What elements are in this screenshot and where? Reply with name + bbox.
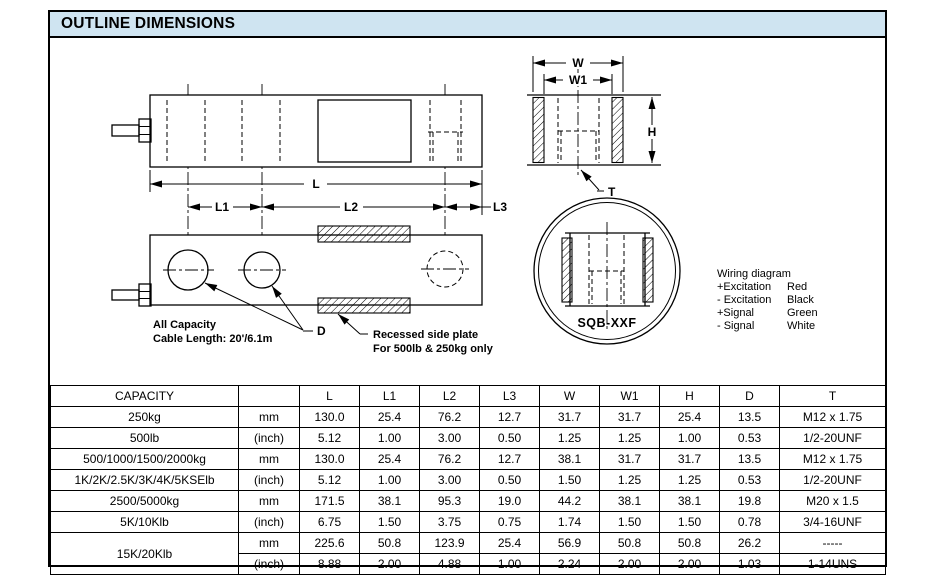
dim-label-H: H (647, 125, 657, 139)
col-header-L2: L2 (420, 386, 480, 407)
value-cell: 130.0 (300, 407, 360, 428)
loadcell-body-side (150, 235, 482, 305)
wiring-color: Green (787, 307, 818, 319)
loadcell-body-top (150, 95, 482, 167)
capacity-cell: 500lb (51, 428, 239, 449)
capacity-cell: 15K/20Klb (51, 533, 239, 575)
cable-connector-icon (112, 119, 151, 142)
col-header-W: W (540, 386, 600, 407)
col-header-capacity: CAPACITY (51, 386, 239, 407)
value-cell: 123.9 (420, 533, 480, 554)
value-cell: 95.3 (420, 491, 480, 512)
capacity-cell: 5K/10Klb (51, 512, 239, 533)
col-header-L1: L1 (360, 386, 420, 407)
value-cell: 3.00 (420, 470, 480, 491)
col-header-T: T (780, 386, 886, 407)
wiring-color: White (787, 320, 816, 332)
value-cell: M12 x 1.75 (780, 407, 886, 428)
wiring-color: Black (787, 294, 814, 306)
col-header-W1: W1 (600, 386, 660, 407)
value-cell: 2.00 (600, 554, 660, 575)
value-cell: 0.50 (480, 470, 540, 491)
title-bar (50, 12, 885, 38)
value-cell: 1.74 (540, 512, 600, 533)
length-dimensions (150, 170, 507, 215)
value-cell: 1.00 (360, 470, 420, 491)
value-cell: 1.03 (720, 554, 780, 575)
unit-cell: (inch) (239, 428, 300, 449)
value-cell: 50.8 (360, 533, 420, 554)
wiring-terminal: - Excitation (717, 294, 772, 306)
value-cell: 0.53 (720, 428, 780, 449)
value-cell: 50.8 (600, 533, 660, 554)
cable-note-line1: All Capacity (153, 319, 216, 331)
value-cell: 44.2 (540, 491, 600, 512)
side-plate-left (533, 98, 544, 163)
name-plate (318, 100, 411, 162)
value-cell: 2.00 (660, 554, 720, 575)
col-header-L: L (300, 386, 360, 407)
table-row (51, 428, 886, 449)
detail-circle-view (534, 198, 680, 344)
model-label: SQB-XXF (577, 316, 637, 330)
dim-label-W1: W1 (569, 73, 587, 87)
unit-cell: (inch) (239, 554, 300, 575)
value-cell: 1.00 (480, 554, 540, 575)
value-cell: 19.0 (480, 491, 540, 512)
unit-cell: mm (239, 491, 300, 512)
value-cell: 38.1 (540, 449, 600, 470)
unit-cell: mm (239, 449, 300, 470)
value-cell: 56.9 (540, 533, 600, 554)
value-cell: 0.75 (480, 512, 540, 533)
value-cell: M12 x 1.75 (780, 449, 886, 470)
recessed-plate-bottom (318, 298, 410, 313)
wiring-terminal: - Signal (717, 320, 755, 332)
wiring-title: Wiring diagram (717, 268, 791, 280)
unit-cell: (inch) (239, 512, 300, 533)
value-cell: 19.8 (720, 491, 780, 512)
value-cell: 38.1 (360, 491, 420, 512)
value-cell: 171.5 (300, 491, 360, 512)
recessed-note-line1: Recessed side plate (373, 329, 479, 341)
wiring-color: Red (787, 281, 808, 293)
dim-label-D: D (317, 324, 326, 338)
value-cell: 0.78 (720, 512, 780, 533)
wiring-terminal: +Excitation (717, 281, 772, 293)
value-cell: 25.4 (360, 407, 420, 428)
value-cell: 1.25 (660, 470, 720, 491)
value-cell: 4.88 (420, 554, 480, 575)
value-cell: 3.00 (420, 428, 480, 449)
value-cell: 8.88 (300, 554, 360, 575)
value-cell: 38.1 (660, 491, 720, 512)
dimensions-table (50, 385, 886, 575)
value-cell: 31.7 (600, 449, 660, 470)
table-row (51, 533, 886, 554)
value-cell: 12.7 (480, 407, 540, 428)
value-cell: 76.2 (420, 407, 480, 428)
recessed-plate-top (318, 226, 410, 242)
value-cell: 38.1 (600, 491, 660, 512)
table-row (51, 449, 886, 470)
table-row (51, 512, 886, 533)
col-header-unit (239, 386, 300, 407)
value-cell: 3.75 (420, 512, 480, 533)
value-cell: 6.75 (300, 512, 360, 533)
capacity-cell: 250kg (51, 407, 239, 428)
value-cell: 26.2 (720, 533, 780, 554)
recessed-note-line2: For 500lb & 250kg only (373, 343, 493, 355)
table-header-row (51, 386, 886, 407)
end-view (527, 56, 661, 199)
outline-drawing (50, 38, 885, 385)
value-cell: 31.7 (540, 407, 600, 428)
table-row (51, 491, 886, 512)
wiring-terminal: +Signal (717, 307, 755, 319)
value-cell: 12.7 (480, 449, 540, 470)
value-cell: 1-14UNS (780, 554, 886, 575)
value-cell: 1/2-20UNF (780, 470, 886, 491)
value-cell: 1.00 (660, 428, 720, 449)
value-cell: 1.50 (660, 512, 720, 533)
col-header-H: H (660, 386, 720, 407)
value-cell: 1.50 (360, 512, 420, 533)
dim-label-W: W (572, 56, 584, 70)
sheet-border (48, 10, 887, 571)
value-cell: 1.25 (600, 428, 660, 449)
value-cell: 1.25 (540, 428, 600, 449)
unit-cell: (inch) (239, 470, 300, 491)
capacity-cell: 1K/2K/2.5K/3K/4K/5KSElb (51, 470, 239, 491)
value-cell: 2.24 (540, 554, 600, 575)
side-view (112, 226, 494, 355)
value-cell: 50.8 (660, 533, 720, 554)
capacity-cell: 500/1000/1500/2000kg (51, 449, 239, 470)
value-cell: 1.50 (540, 470, 600, 491)
unit-cell: mm (239, 533, 300, 554)
value-cell: 5.12 (300, 428, 360, 449)
wiring-diagram (717, 268, 818, 332)
value-cell: 76.2 (420, 449, 480, 470)
value-cell: 1.25 (600, 470, 660, 491)
value-cell: 3/4-16UNF (780, 512, 886, 533)
cable-connector-icon (112, 284, 151, 306)
table-row (51, 407, 886, 428)
value-cell: 0.53 (720, 470, 780, 491)
col-header-D: D (720, 386, 780, 407)
value-cell: M20 x 1.5 (780, 491, 886, 512)
value-cell: 31.7 (600, 407, 660, 428)
side-plate-right (612, 98, 623, 163)
value-cell: 5.12 (300, 470, 360, 491)
dim-label-L1: L1 (214, 200, 230, 214)
value-cell: 31.7 (660, 449, 720, 470)
value-cell: 13.5 (720, 449, 780, 470)
dim-label-L: L (312, 177, 320, 191)
capacity-cell: 2500/5000kg (51, 491, 239, 512)
value-cell: 1/2-20UNF (780, 428, 886, 449)
value-cell: 25.4 (480, 533, 540, 554)
unit-cell: mm (239, 407, 300, 428)
dim-label-L3: L3 (493, 200, 508, 214)
value-cell: 25.4 (660, 407, 720, 428)
dim-label-T: T (608, 185, 616, 199)
cable-note-line2: Cable Length: 20'/6.1m (153, 333, 273, 345)
value-cell: ----- (780, 533, 886, 554)
value-cell: 2.00 (360, 554, 420, 575)
col-header-L3: L3 (480, 386, 540, 407)
value-cell: 13.5 (720, 407, 780, 428)
value-cell: 0.50 (480, 428, 540, 449)
page-title: OUTLINE DIMENSIONS (61, 15, 236, 32)
dim-label-L2: L2 (343, 200, 359, 214)
value-cell: 1.00 (360, 428, 420, 449)
value-cell: 25.4 (360, 449, 420, 470)
value-cell: 1.50 (600, 512, 660, 533)
value-cell: 225.6 (300, 533, 360, 554)
value-cell: 130.0 (300, 449, 360, 470)
table-row (51, 470, 886, 491)
